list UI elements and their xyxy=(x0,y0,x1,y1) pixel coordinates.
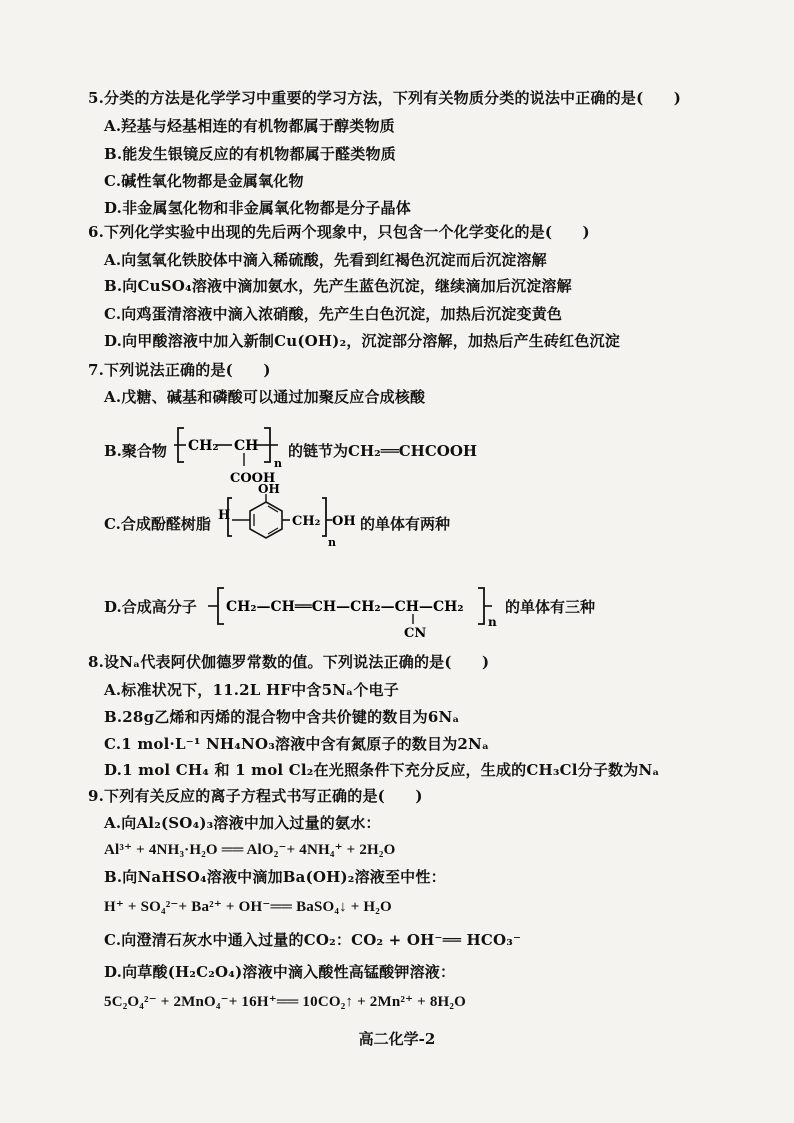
q8-option-b: B.28g乙烯和丙烯的混合物中含共价键的数目为6Nₐ xyxy=(104,708,460,726)
polymer-structure-d xyxy=(208,582,508,642)
page-footer: 高二化学-2 xyxy=(358,1030,436,1048)
q5-option-c: C.碱性氧化物都是金属氧化物 xyxy=(104,172,304,190)
polymer-structure-b xyxy=(174,422,290,488)
cyano-text: CN xyxy=(404,626,427,641)
q9-option-b: B.向NaHSO₄溶液中滴加Ba(OH)₂溶液至中性： xyxy=(104,868,446,886)
q7-option-c-prefix: C.合成酚醛树脂 xyxy=(104,515,211,533)
q5-option-a: A.羟基与烃基相连的有机物都属于醇类物质 xyxy=(104,117,395,135)
end-oh-text: OH xyxy=(332,514,356,529)
substituent-text: COOH xyxy=(230,471,276,486)
q5-stem: 5.分类的方法是化学学习中重要的学习方法，下列有关物质分类的说法中正确的是( ) xyxy=(88,89,682,107)
q5-option-b: B.能发生银镜反应的有机物都属于醛类物质 xyxy=(104,145,396,163)
q7-option-d-suffix: 的单体有三种 xyxy=(505,598,596,616)
q7-option-b-prefix: B.聚合物 xyxy=(104,442,167,460)
q9-option-d-equation: 5C₂O₄²⁻ + 2MnO₄⁻+ 16H⁺══ 10CO₂↑ + 2Mn²⁺ + 8H₂O xyxy=(104,994,466,1010)
q5-option-d: D.非金属氢化物和非金属氧化物都是分子晶体 xyxy=(104,199,411,217)
repeat-n-text: n xyxy=(328,536,336,549)
q9-option-b-equation: H⁺ + SO₄²⁻+ Ba²⁺ + OH⁻══ BaSO₄↓ + H₂O xyxy=(104,899,392,915)
q7-option-b-suffix: 的链节为CH₂══CHCOOH xyxy=(288,442,478,460)
q9-option-a-equation: Al³⁺ + 4NH₃·H₂O ══ AlO₂⁻+ 4NH₄⁺ + 2H₂O xyxy=(104,842,396,858)
q8-option-c: C.1 mol·L⁻¹ NH₄NO₃溶液中含有氮原子的数目为2Nₐ xyxy=(104,735,490,753)
q7-stem: 7.下列说法正确的是( ) xyxy=(88,361,271,379)
q8-option-a: A.标准状况下，11.2L HF中含5Nₐ个电子 xyxy=(104,681,399,699)
q6-option-b: B.向CuSO₄溶液中滴加氨水，先产生蓝色沉淀，继续滴加后沉淀溶解 xyxy=(104,277,572,295)
q8-option-d: D.1 mol CH₄ 和 1 mol Cl₂在光照条件下充分反应，生成的CH₃Cl分子数为Nₐ xyxy=(104,761,660,779)
q9-stem: 9.下列有关反应的离子方程式书写正确的是( ) xyxy=(88,787,423,805)
q9-option-c: C.向澄清石灰水中通入过量的CO₂：CO₂ + OH⁻══ HCO₃⁻ xyxy=(104,931,522,949)
q6-option-c: C.向鸡蛋清溶液中滴入浓硝酸，先产生白色沉淀，加热后沉淀变黄色 xyxy=(104,305,563,323)
q9-option-d: D.向草酸(H₂C₂O₄)溶液中滴入酸性高锰酸钾溶液： xyxy=(104,963,456,981)
q7-option-a: A.戊糖、碱基和磷酸可以通过加聚反应合成核酸 xyxy=(104,388,426,406)
q7-option-d-prefix: D.合成高分子 xyxy=(104,598,197,616)
chain-text: CH₂—CH══CH—CH₂—CH—CH₂ xyxy=(226,599,464,615)
q9-option-a: A.向Al₂(SO₄)₃溶液中加入过量的氨水： xyxy=(104,814,381,832)
repeat-n-text: n xyxy=(488,615,497,629)
phenolic-resin-structure xyxy=(218,482,356,556)
q6-stem: 6.下列化学实验中出现的先后两个现象中，只包含一个化学变化的是( ) xyxy=(88,223,590,241)
unit-left-text: CH₂ xyxy=(188,438,219,454)
q6-option-d: D.向甲酸溶液中加入新制Cu(OH)₂，沉淀部分溶解，加热后产生砖红色沉淀 xyxy=(104,332,620,350)
unit-right-text: CH xyxy=(234,438,259,454)
q7-option-c-suffix: 的单体有两种 xyxy=(360,515,451,533)
phenol-oh-text: OH xyxy=(258,482,280,496)
q8-stem: 8.设Nₐ代表阿伏伽德罗常数的值。下列说法正确的是( ) xyxy=(88,653,490,671)
ch2-text: CH₂ xyxy=(292,514,321,529)
end-h-text: H xyxy=(218,508,231,523)
repeat-n-text: n xyxy=(274,457,282,470)
q6-option-a: A.向氢氧化铁胶体中滴入稀硫酸，先看到红褐色沉淀而后沉淀溶解 xyxy=(104,251,547,269)
